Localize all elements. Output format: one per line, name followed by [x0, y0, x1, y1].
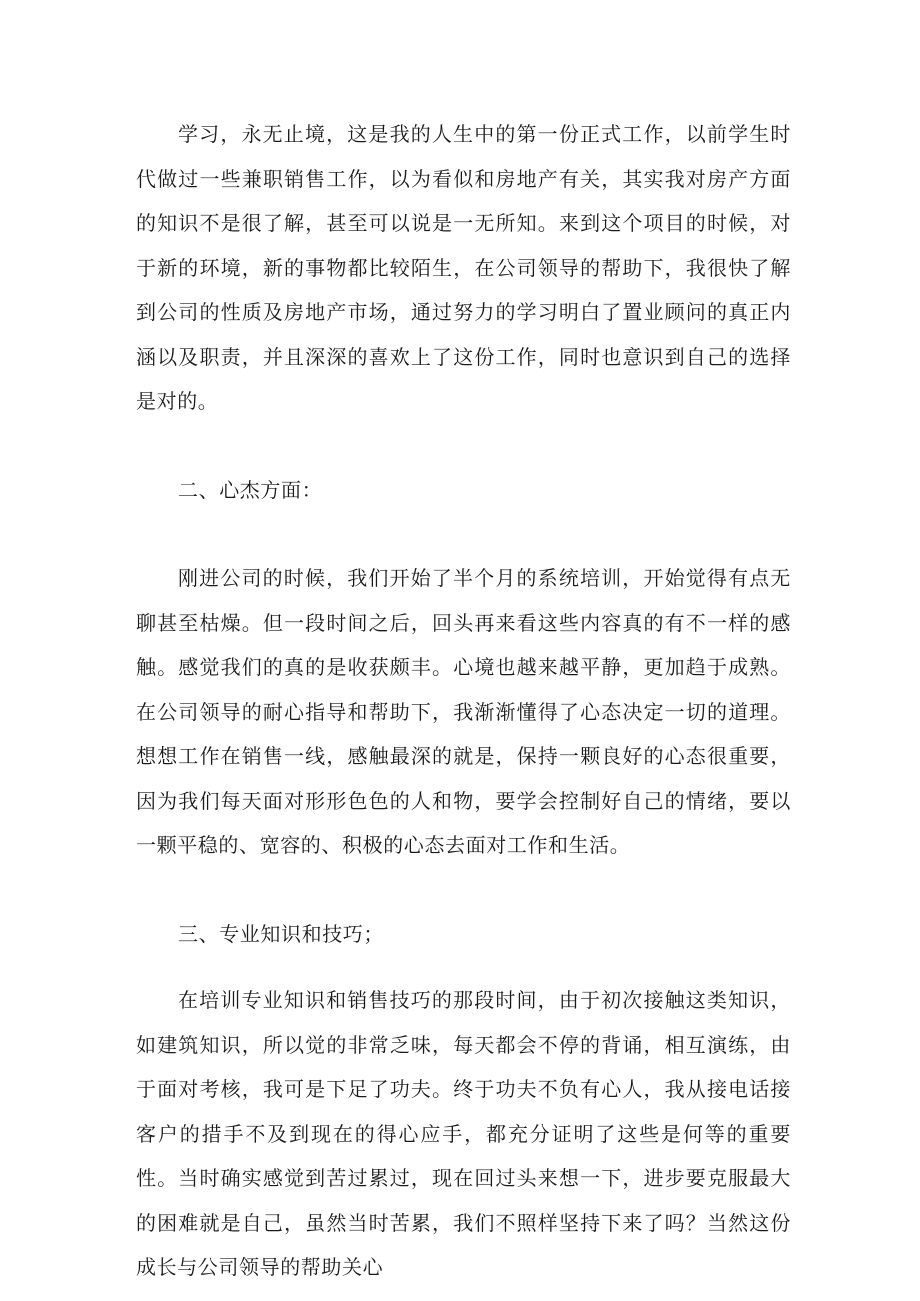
- section-heading-knowledge: 三、专业知识和技巧；: [178, 921, 384, 946]
- paragraph-knowledge: 在培训专业知识和销售技巧的那段时间，由于初次接触这类知识，如建筑知识，所以觉的非常乏味，每天都会不停的背诵，相互演练，由于面对考核，我可是下足了功夫。终于功夫不负有心人，我从接电话接客户的措手不及到现在的得心应手，都充分证明了这些是何等的重要性。当时确实感觉到苦过累过，现在回过头来想一下，进步要克服最大的困难就是自己，虽然当时苦累，我们不照样坚持下来了吗？当然这份成长与公司领导的帮助关心: [136, 988, 791, 1279]
- paragraph-learning: 学习，永无止境，这是我的人生中的第一份正式工作，以前学生时代做过一些兼职销售工作，以为看似和房地产有关，其实我对房产方面的知识不是很了解，甚至可以说是一无所知。来到这个项目的时候，对于新的环境，新的事物都比较陌生，在公司领导的帮助下，我很快了解到公司的性质及房地产市场，通过努力的学习明白了置业顾问的真正内涵以及职责，并且深深的喜欢上了这份工作，同时也意识到自己的选择是对的。: [136, 122, 791, 413]
- section-heading-attitude: 二、心杰方面：: [178, 477, 323, 502]
- document-body: [136, 112, 791, 1290]
- paragraph-attitude: 刚进公司的时候，我们开始了半个月的系统培训，开始觉得有点无聊甚至枯燥。但一段时间之后，回头再来看这些内容真的有不一样的感触。感觉我们的真的是收获颇丰。心境也越来越平静，更加趋于成熟。在公司领导的耐心指导和帮助下，我渐渐懂得了心态决定一切的道理。想想工作在销售一线，感触最深的就是，保持一颗良好的心态很重要，因为我们每天面对形形色色的人和物，要学会控制好自己的情绪，要以一颗平稳的、宽容的、积极的心态去面对工作和生活。: [136, 566, 791, 857]
